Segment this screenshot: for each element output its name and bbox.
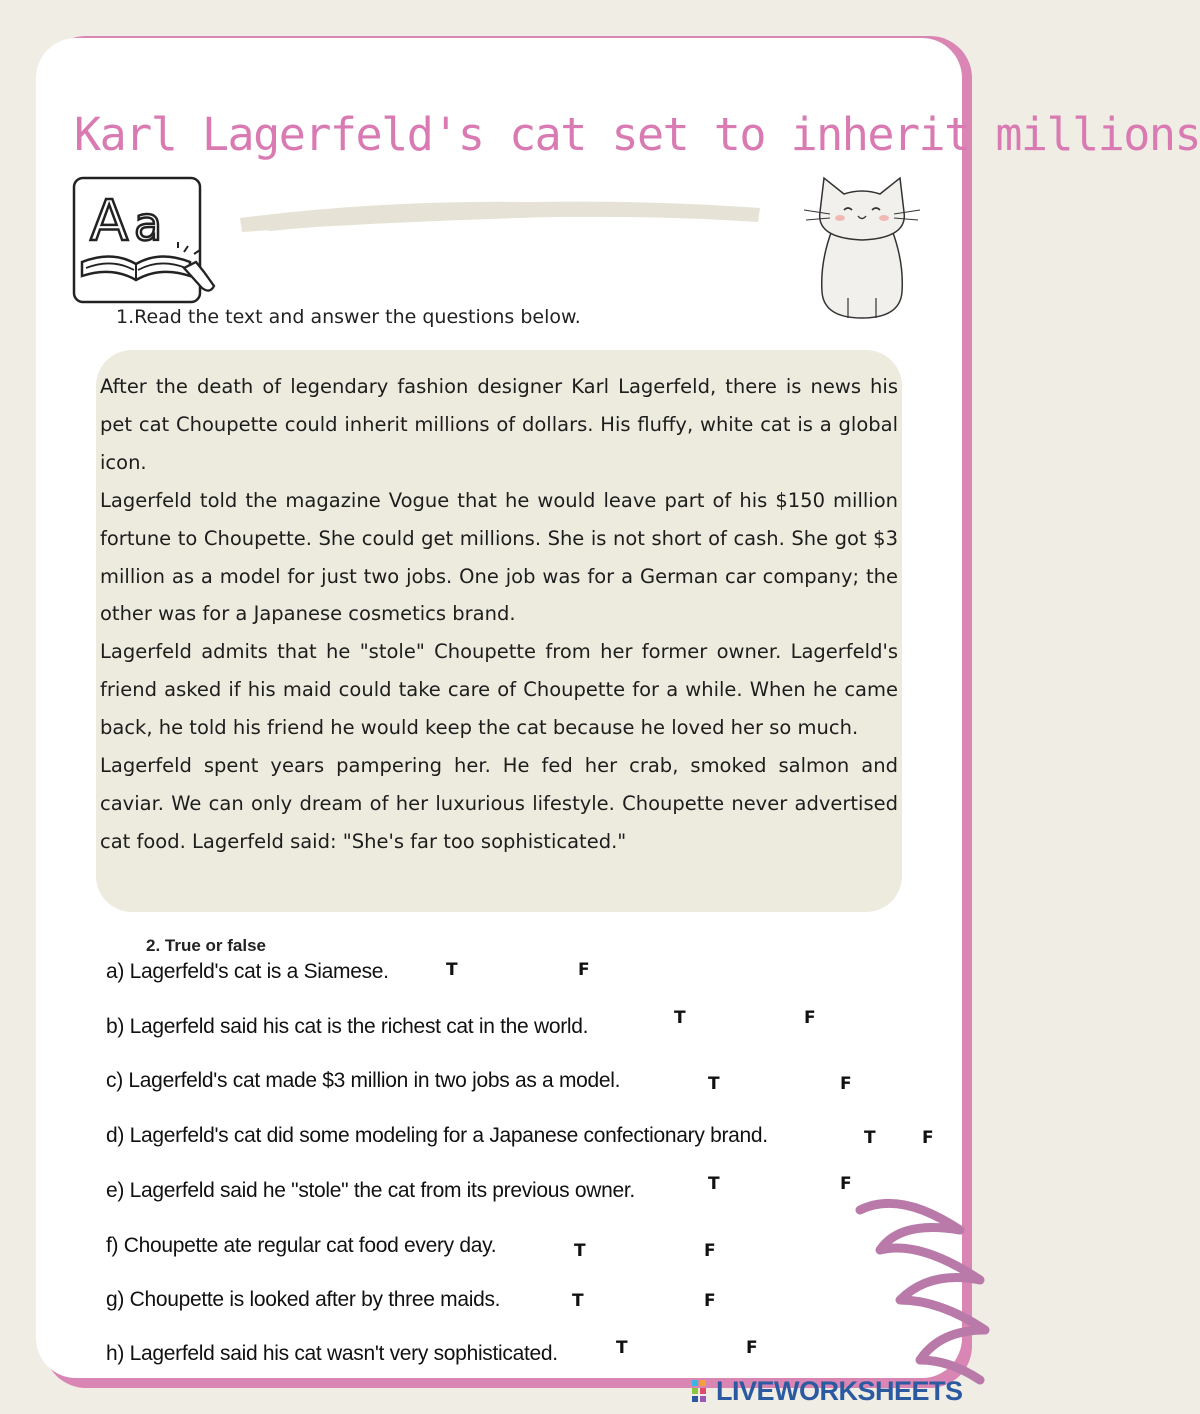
question-d: d) Lagerfeld's cat did some modeling for a Japanese confectionary brand.: [106, 1124, 768, 1147]
false-option-h[interactable]: F: [746, 1338, 758, 1358]
passage-paragraph: Lagerfeld admits that he "stole" Choupette from her former owner. Lagerfeld's friend asked if his maid could take care of Choupette for a while. When he came back, he told his friend he would keep the cat because he loved her so much.: [100, 640, 898, 740]
passage-paragraph: After the death of legendary fashion designer Karl Lagerfeld, there is news his pet cat Choupette could inherit millions of dollars. His fluffy, white cat is a global icon.: [100, 375, 898, 474]
brush-stroke-decoration: [230, 188, 770, 248]
false-option-e[interactable]: F: [840, 1174, 852, 1194]
liveworksheets-logo: [690, 1374, 963, 1408]
reading-instruction: 1.Read the text and answer the questions below.: [116, 306, 581, 328]
page-title: Karl Lagerfeld's cat set to inherit millions: [74, 108, 1200, 161]
true-option-g[interactable]: T: [572, 1291, 584, 1311]
liveworksheets-logo-icon: [690, 1376, 714, 1406]
question-b: b) Lagerfeld said his cat is the richest cat in the world.: [106, 1015, 589, 1038]
false-option-a[interactable]: F: [578, 960, 590, 980]
question-f: f) Choupette ate regular cat food every day.: [106, 1234, 497, 1257]
question-a: a) Lagerfeld's cat is a Siamese.: [106, 960, 389, 983]
question-e: e) Lagerfeld said he "stole" the cat from its previous owner.: [106, 1179, 635, 1202]
false-option-b[interactable]: F: [804, 1008, 816, 1028]
true-option-b[interactable]: T: [674, 1008, 686, 1028]
question-c: c) Lagerfeld's cat made $3 million in two jobs as a model.: [106, 1069, 621, 1092]
true-option-c[interactable]: T: [708, 1074, 720, 1094]
false-option-f[interactable]: F: [704, 1241, 716, 1261]
question-h: h) Lagerfeld said his cat wasn't very sophisticated.: [106, 1342, 558, 1365]
reading-passage: [100, 368, 898, 861]
true-false-heading: 2. True or false: [146, 936, 266, 955]
liveworksheets-brand-text: LIVEWORKSHEETS: [716, 1375, 963, 1406]
false-option-c[interactable]: F: [840, 1074, 852, 1094]
true-option-d[interactable]: T: [864, 1128, 876, 1148]
dictionary-aa-icon: [72, 176, 222, 306]
scribble-decoration: [840, 1190, 990, 1390]
passage-paragraph: Lagerfeld spent years pampering her. He fed her crab, smoked salmon and caviar. We can only dream of her luxurious lifestyle. Choupette never advertised cat food. Lagerfeld said: "She's far too sophisticated.": [100, 754, 898, 853]
true-option-h[interactable]: T: [616, 1338, 628, 1358]
svg-text:A: A: [90, 189, 129, 254]
true-option-e[interactable]: T: [708, 1174, 720, 1194]
question-g: g) Choupette is looked after by three maids.: [106, 1288, 501, 1311]
svg-text:a: a: [134, 197, 163, 251]
false-option-g[interactable]: F: [704, 1291, 716, 1311]
cat-illustration: [800, 172, 924, 322]
true-option-f[interactable]: T: [574, 1241, 586, 1261]
false-option-d[interactable]: F: [922, 1128, 934, 1148]
true-option-a[interactable]: T: [446, 960, 458, 980]
passage-paragraph: Lagerfeld told the magazine Vogue that he would leave part of his $150 million fortune to Choupette. She could get millions. She is not short of cash. She got $3 million as a model for just two jobs. One job was for a German car company; the other was for a Japanese cosmetics brand.: [100, 488, 898, 626]
